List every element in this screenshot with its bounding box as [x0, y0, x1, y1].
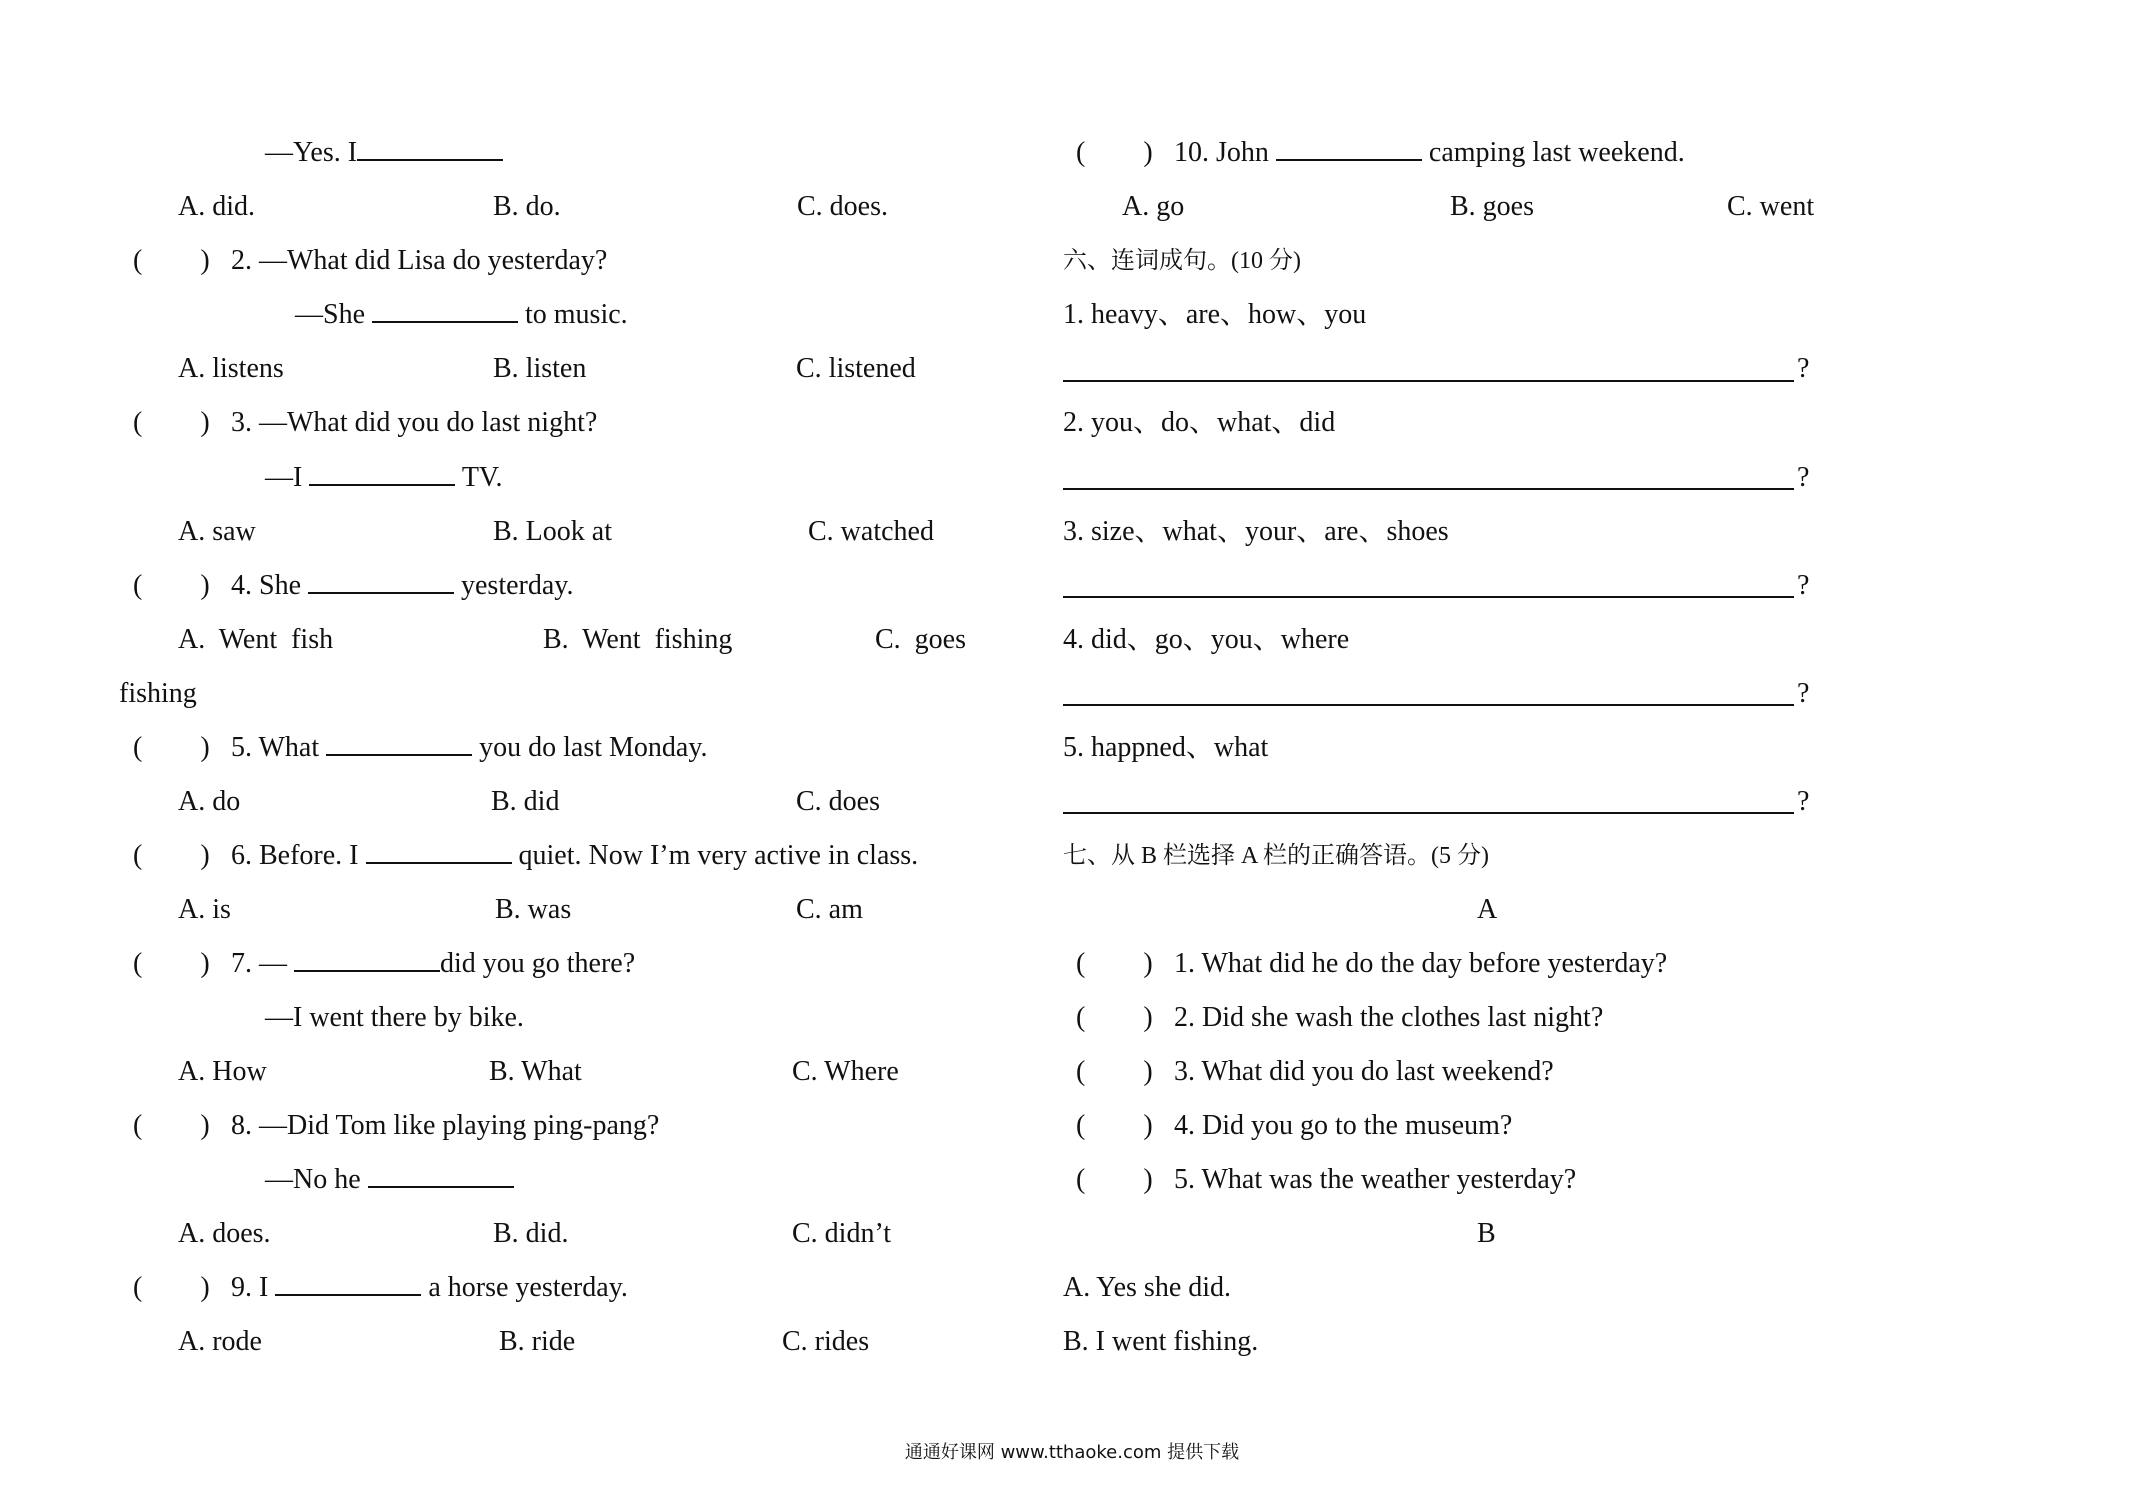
q2-answer-paren[interactable]: ( ) — [133, 245, 210, 276]
s6-item-5: 5. happned、what — [1063, 732, 1269, 763]
s6-item-2: 2. you、do、what、did — [1063, 407, 1336, 438]
q7-option-b: B. What — [489, 1056, 582, 1087]
q5-pre: 5. What — [231, 732, 320, 763]
q9-answer-paren[interactable]: ( ) — [133, 1272, 210, 1303]
q4-post: yesterday. — [461, 570, 574, 601]
s7-a-item-3 — [1076, 1055, 1554, 1089]
footer-credit: 通通好课网 www.tthaoke.com 提供下载 — [904, 1442, 1240, 1463]
q4-option-c: C. goes — [875, 624, 966, 655]
q10-option-a: A. go — [1122, 191, 1185, 222]
q2-blank[interactable] — [372, 299, 518, 323]
s7-a2-answer-paren[interactable]: ( ) — [1076, 1002, 1153, 1033]
q3-option-c: C. watched — [808, 516, 934, 547]
q4-option-b: B. Went fishing — [543, 624, 733, 655]
s6-answer-line-5[interactable] — [1063, 812, 1794, 814]
s7-a2-text: 2. Did she wash the clothes last night? — [1174, 1002, 1604, 1033]
q8-option-b: B. did. — [493, 1218, 569, 1249]
q7-option-a: A. How — [178, 1056, 267, 1087]
q10-option-c: C. went — [1727, 191, 1815, 222]
s6-qmark-5: ? — [1797, 786, 1810, 817]
q6-option-c: C. am — [796, 894, 863, 925]
q5-option-c: C. does — [796, 786, 880, 817]
q5-post: you do last Monday. — [479, 732, 708, 763]
s7-a-item-5 — [1076, 1163, 1576, 1197]
q10-pre: 10. John — [1174, 137, 1269, 168]
q1-option-c: C. does. — [797, 191, 888, 222]
section7-title: 七、从 B 栏选择 A 栏的正确答语。(5 分) — [1063, 843, 1489, 869]
q8-blank[interactable] — [368, 1164, 514, 1188]
q4-pre: 4. She — [231, 570, 301, 601]
q5-blank[interactable] — [326, 732, 472, 756]
q8-answer-paren[interactable]: ( ) — [133, 1110, 210, 1141]
q2-answer-line — [295, 298, 628, 332]
q9-option-b: B. ride — [499, 1326, 576, 1357]
section6-title: 六、连词成句。(10 分) — [1063, 248, 1301, 274]
q6-pre: 6. Before. I — [231, 840, 359, 871]
q5-option-b: B. did — [491, 786, 560, 817]
q3-answer-paren[interactable]: ( ) — [133, 407, 210, 438]
q8-option-a: A. does. — [178, 1218, 271, 1249]
q10-option-b: B. goes — [1450, 191, 1534, 222]
column-b-header: B — [1477, 1218, 1496, 1249]
s6-answer-line-1[interactable] — [1063, 380, 1794, 382]
q2-text: 2. —What did Lisa do yesterday? — [231, 245, 608, 276]
q9-post: a horse yesterday. — [428, 1272, 628, 1303]
q7-answer-line: —I went there by bike. — [265, 1002, 524, 1033]
s7-a-item-2 — [1076, 1001, 1603, 1035]
q8-pre: —No he — [265, 1164, 361, 1195]
q5-answer-paren[interactable]: ( ) — [133, 732, 210, 763]
q1-answer-text: —Yes. I — [265, 137, 358, 168]
q3-stem — [133, 406, 597, 440]
q6-option-a: A. is — [178, 894, 231, 925]
s6-answer-line-2[interactable] — [1063, 488, 1794, 490]
q4-stem — [133, 569, 573, 603]
q1-option-b: B. do. — [493, 191, 561, 222]
q6-answer-paren[interactable]: ( ) — [133, 840, 210, 871]
q3-answer-line — [265, 461, 503, 495]
q3-post: TV. — [461, 462, 503, 493]
q6-blank[interactable] — [366, 840, 512, 864]
q7-stem — [133, 947, 635, 981]
q7-answer-paren[interactable]: ( ) — [133, 948, 210, 979]
q4-option-c-wrap: fishing — [119, 678, 197, 709]
q10-blank[interactable] — [1276, 137, 1422, 161]
q3-blank[interactable] — [309, 462, 455, 486]
s6-item-4: 4. did、go、you、where — [1063, 624, 1350, 655]
q7-option-c: C. Where — [792, 1056, 899, 1087]
q10-stem — [1076, 136, 1685, 170]
s7-a4-text: 4. Did you go to the museum? — [1174, 1110, 1513, 1141]
s7-a3-text: 3. What did you do last weekend? — [1174, 1056, 1554, 1087]
s7-a-item-4 — [1076, 1109, 1512, 1143]
q7-pre: 7. — — [231, 948, 287, 979]
q6-post: quiet. Now I’m very active in class. — [518, 840, 919, 871]
s7-a-item-1 — [1076, 947, 1667, 981]
q8-answer-line — [265, 1163, 514, 1197]
q2-pre: —She — [295, 299, 365, 330]
q6-stem — [133, 839, 918, 873]
q9-option-a: A. rode — [178, 1326, 262, 1357]
q1-option-a: A. did. — [178, 191, 255, 222]
q3-text: 3. —What did you do last night? — [231, 407, 598, 438]
s6-item-1: 1. heavy、are、how、you — [1063, 299, 1367, 330]
q2-option-c: C. listened — [796, 353, 916, 384]
s6-answer-line-3[interactable] — [1063, 596, 1794, 598]
s6-answer-line-4[interactable] — [1063, 704, 1794, 706]
q9-pre: 9. I — [231, 1272, 269, 1303]
q8-option-c: C. didn’t — [792, 1218, 892, 1249]
q4-option-a: A. Went fish — [178, 624, 334, 655]
s7-a4-answer-paren[interactable]: ( ) — [1076, 1110, 1153, 1141]
s6-item-3: 3. size、what、your、are、shoes — [1063, 516, 1449, 547]
s6-qmark-4: ? — [1797, 678, 1810, 709]
s7-b-item-2: B. I went fishing. — [1063, 1326, 1259, 1357]
q10-answer-paren[interactable]: ( ) — [1076, 137, 1153, 168]
s6-qmark-1: ? — [1797, 353, 1810, 384]
s7-b-item-1: A. Yes she did. — [1063, 1272, 1232, 1303]
s6-qmark-2: ? — [1797, 462, 1810, 493]
q2-stem — [133, 244, 607, 278]
q3-option-a: A. saw — [178, 516, 256, 547]
q6-option-b: B. was — [495, 894, 572, 925]
q5-option-a: A. do — [178, 786, 241, 817]
s7-a5-text: 5. What was the weather yesterday? — [1174, 1164, 1577, 1195]
q5-stem — [133, 731, 708, 765]
q4-answer-paren[interactable]: ( ) — [133, 570, 210, 601]
s7-a1-text: 1. What did he do the day before yesterday? — [1174, 948, 1668, 979]
q4-blank[interactable] — [308, 570, 454, 594]
q1-answer-line — [265, 136, 503, 170]
s7-a5-answer-paren[interactable]: ( ) — [1076, 1164, 1153, 1195]
s7-a1-answer-paren[interactable]: ( ) — [1076, 948, 1153, 979]
column-a-header: A — [1477, 894, 1498, 925]
q8-stem — [133, 1109, 659, 1143]
q1-blank[interactable] — [357, 137, 503, 161]
q9-stem — [133, 1271, 628, 1305]
q7-post: did you go there? — [440, 948, 636, 979]
s6-qmark-3: ? — [1797, 570, 1810, 601]
q2-post: to music. — [525, 299, 628, 330]
q8-text: 8. —Did Tom like playing ping-pang? — [231, 1110, 660, 1141]
q3-option-b: B. Look at — [493, 516, 612, 547]
q3-pre: —I — [265, 462, 303, 493]
q2-option-a: A. listens — [178, 353, 284, 384]
q7-blank[interactable] — [294, 948, 440, 972]
q9-blank[interactable] — [275, 1272, 421, 1296]
q2-option-b: B. listen — [493, 353, 587, 384]
q10-post: camping last weekend. — [1428, 137, 1685, 168]
s7-a3-answer-paren[interactable]: ( ) — [1076, 1056, 1153, 1087]
q9-option-c: C. rides — [782, 1326, 870, 1357]
